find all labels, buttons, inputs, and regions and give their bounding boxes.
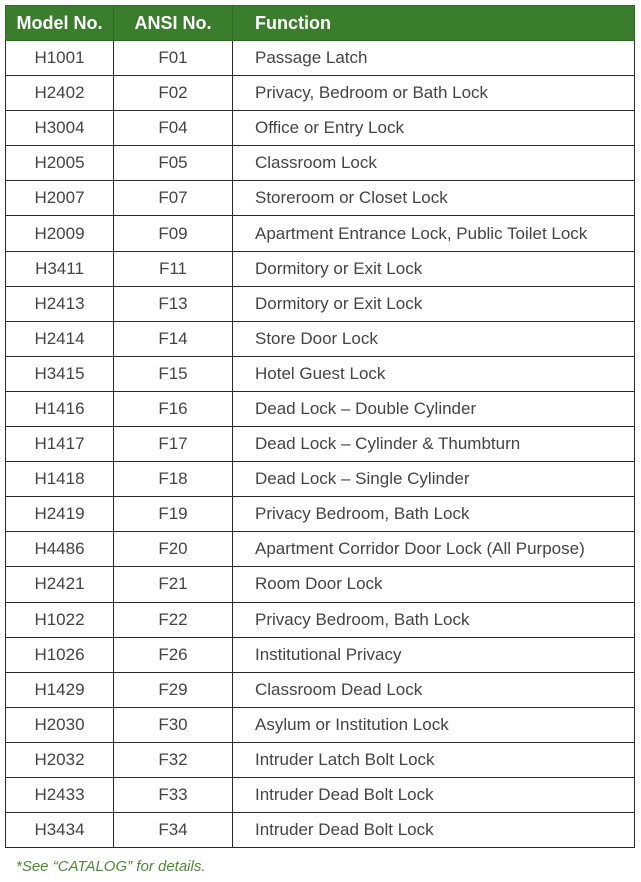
function-cell: Institutional Privacy bbox=[233, 637, 635, 672]
function-cell: Dead Lock – Cylinder & Thumbturn bbox=[233, 427, 635, 462]
model-no-cell: H2007 bbox=[6, 181, 114, 216]
model-no-cell: H2402 bbox=[6, 76, 114, 111]
ansi-no-cell: F02 bbox=[114, 76, 233, 111]
ansi-no-cell: F05 bbox=[114, 146, 233, 181]
function-cell: Privacy Bedroom, Bath Lock bbox=[233, 497, 635, 532]
model-no-cell: H1001 bbox=[6, 41, 114, 76]
model-no-cell: H2413 bbox=[6, 286, 114, 321]
model-no-cell: H3004 bbox=[6, 111, 114, 146]
model-no-cell: H1418 bbox=[6, 462, 114, 497]
function-cell: Intruder Latch Bolt Lock bbox=[233, 742, 635, 777]
ansi-no-cell: F13 bbox=[114, 286, 233, 321]
ansi-no-cell: F14 bbox=[114, 321, 233, 356]
ansi-no-cell: F07 bbox=[114, 181, 233, 216]
header-ansi-no: ANSI No. bbox=[114, 6, 233, 41]
model-no-cell: H3411 bbox=[6, 251, 114, 286]
table-row bbox=[6, 427, 635, 462]
table-row bbox=[6, 41, 635, 76]
ansi-no-cell: F20 bbox=[114, 532, 233, 567]
function-cell: Dormitory or Exit Lock bbox=[233, 251, 635, 286]
model-no-cell: H3415 bbox=[6, 356, 114, 391]
model-no-cell: H2421 bbox=[6, 567, 114, 602]
function-cell: Dead Lock – Double Cylinder bbox=[233, 391, 635, 426]
ansi-no-cell: F26 bbox=[114, 637, 233, 672]
lock-function-table-container bbox=[5, 5, 634, 848]
model-no-cell: H1417 bbox=[6, 427, 114, 462]
ansi-no-cell: F33 bbox=[114, 777, 233, 812]
function-cell: Dead Lock – Single Cylinder bbox=[233, 462, 635, 497]
table-row bbox=[6, 251, 635, 286]
function-cell: Apartment Corridor Door Lock (All Purpose) bbox=[233, 532, 635, 567]
ansi-no-cell: F30 bbox=[114, 707, 233, 742]
model-no-cell: H3434 bbox=[6, 813, 114, 848]
ansi-no-cell: F16 bbox=[114, 391, 233, 426]
model-no-cell: H2009 bbox=[6, 216, 114, 251]
function-cell: Room Door Lock bbox=[233, 567, 635, 602]
function-cell: Store Door Lock bbox=[233, 321, 635, 356]
model-no-cell: H1429 bbox=[6, 672, 114, 707]
model-no-cell: H2030 bbox=[6, 707, 114, 742]
function-cell: Intruder Dead Bolt Lock bbox=[233, 813, 635, 848]
model-no-cell: H2433 bbox=[6, 777, 114, 812]
ansi-no-cell: F09 bbox=[114, 216, 233, 251]
table-row bbox=[6, 391, 635, 426]
table-row bbox=[6, 216, 635, 251]
header-model-no: Model No. bbox=[6, 6, 114, 41]
function-cell: Intruder Dead Bolt Lock bbox=[233, 777, 635, 812]
ansi-no-cell: F11 bbox=[114, 251, 233, 286]
model-no-cell: H2005 bbox=[6, 146, 114, 181]
table-row bbox=[6, 567, 635, 602]
table-row bbox=[6, 286, 635, 321]
table-row bbox=[6, 181, 635, 216]
table-row bbox=[6, 462, 635, 497]
model-no-cell: H4486 bbox=[6, 532, 114, 567]
ansi-no-cell: F29 bbox=[114, 672, 233, 707]
function-cell: Privacy Bedroom, Bath Lock bbox=[233, 602, 635, 637]
function-cell: Dormitory or Exit Lock bbox=[233, 286, 635, 321]
ansi-no-cell: F19 bbox=[114, 497, 233, 532]
model-no-cell: H1022 bbox=[6, 602, 114, 637]
ansi-no-cell: F34 bbox=[114, 813, 233, 848]
function-cell: Passage Latch bbox=[233, 41, 635, 76]
ansi-no-cell: F17 bbox=[114, 427, 233, 462]
table-body bbox=[6, 41, 635, 848]
ansi-no-cell: F04 bbox=[114, 111, 233, 146]
model-no-cell: H1026 bbox=[6, 637, 114, 672]
table-row bbox=[6, 707, 635, 742]
function-cell: Classroom Dead Lock bbox=[233, 672, 635, 707]
table-row bbox=[6, 813, 635, 848]
table-header-row bbox=[6, 6, 635, 41]
table-row bbox=[6, 777, 635, 812]
table-row bbox=[6, 146, 635, 181]
catalog-footnote: *See “CATALOG” for details. bbox=[16, 858, 206, 875]
table-row bbox=[6, 532, 635, 567]
table-row bbox=[6, 76, 635, 111]
ansi-no-cell: F32 bbox=[114, 742, 233, 777]
ansi-no-cell: F15 bbox=[114, 356, 233, 391]
table-row bbox=[6, 672, 635, 707]
table-row bbox=[6, 497, 635, 532]
ansi-no-cell: F01 bbox=[114, 41, 233, 76]
model-no-cell: H2419 bbox=[6, 497, 114, 532]
model-no-cell: H1416 bbox=[6, 391, 114, 426]
model-no-cell: H2032 bbox=[6, 742, 114, 777]
model-no-cell: H2414 bbox=[6, 321, 114, 356]
ansi-no-cell: F22 bbox=[114, 602, 233, 637]
function-cell: Privacy, Bedroom or Bath Lock bbox=[233, 76, 635, 111]
function-cell: Apartment Entrance Lock, Public Toilet Lock bbox=[233, 216, 635, 251]
table-row bbox=[6, 742, 635, 777]
function-cell: Asylum or Institution Lock bbox=[233, 707, 635, 742]
function-cell: Storeroom or Closet Lock bbox=[233, 181, 635, 216]
table-row bbox=[6, 111, 635, 146]
function-cell: Hotel Guest Lock bbox=[233, 356, 635, 391]
header-function: Function bbox=[233, 6, 635, 41]
table-row bbox=[6, 637, 635, 672]
function-cell: Classroom Lock bbox=[233, 146, 635, 181]
ansi-no-cell: F18 bbox=[114, 462, 233, 497]
table-row bbox=[6, 321, 635, 356]
table-row bbox=[6, 356, 635, 391]
table-row bbox=[6, 602, 635, 637]
lock-function-table bbox=[5, 5, 635, 848]
function-cell: Office or Entry Lock bbox=[233, 111, 635, 146]
ansi-no-cell: F21 bbox=[114, 567, 233, 602]
